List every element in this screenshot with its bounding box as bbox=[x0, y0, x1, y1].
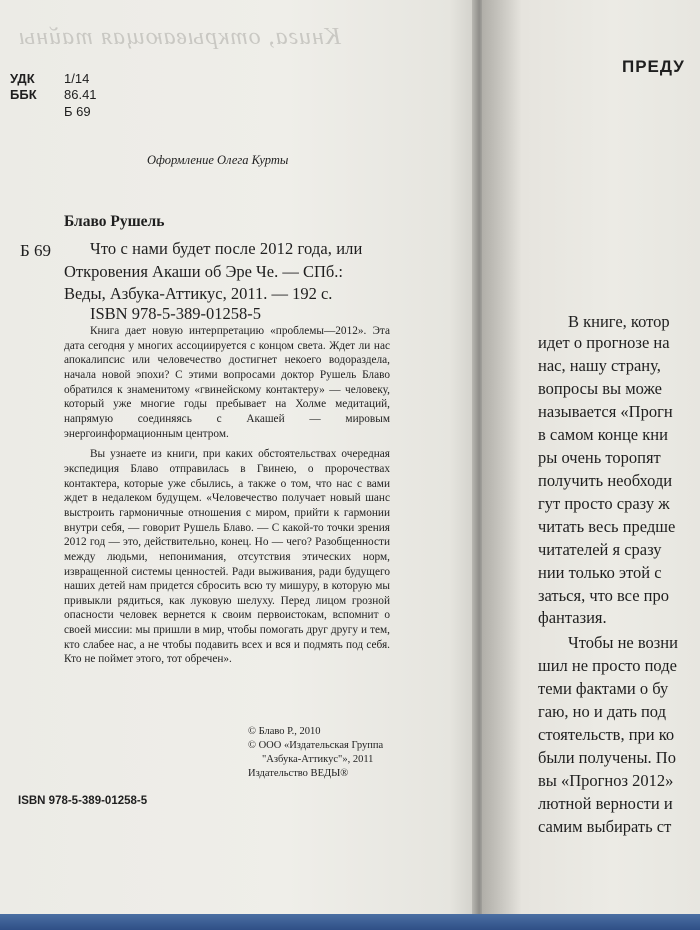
author-name: Блаво Рушель bbox=[64, 213, 165, 230]
abstract-paragraph-2: Вы узнаете из книги, при каких обстоятельствах очередная экспедиция Блаво отправилась в Гвинею, о пророчествах контактера, которые уже сбылись, а также о том, что нас с вами ждет в недалеком будущем. «Человечество получает новый шанс выстроить гармоничные отношения с миром, прийти к гармонии внутри себя, — говорит Рушель Блаво. — С какой-то точки зрения 2012 год — это, действительно, конец. Но — чего? Разобщенности между людьми, непонимания, отсутствия этических норм, извращенной системы ценностей. Ради выживания, ради будущего наших детей нам придется сбросить всю ту мишуру, в которую мы привыкли рядиться, как луковую шелуху. Перед лицом грозной опасности человек вернется к своим первоистокам, вспомнит о своей миссии: мы пришли в мир, чтобы помогать друг другу и тем, кто слабее нас, а не чтобы подавить всех и вся и подмять под себя. Кто не поймет этого, тот обречен». bbox=[64, 448, 390, 666]
right-line-4: вопросы вы може bbox=[538, 379, 662, 398]
right-line-20: были получены. По bbox=[538, 748, 676, 767]
udk-value: 1/14 bbox=[64, 71, 90, 86]
copyright-line-3: "Азбука-Аттикус"», 2011 bbox=[262, 754, 374, 765]
right-line-13: заться, что все про bbox=[538, 586, 669, 605]
right-line-14: фантазия. bbox=[538, 608, 607, 627]
copyright-line-2: © ООО «Издательская Группа bbox=[248, 740, 384, 751]
blue-cover-board bbox=[0, 914, 700, 930]
bleed-through-text: Книга, открывающая тайны bbox=[18, 24, 341, 50]
right-line-19: стоятельств, при ко bbox=[538, 725, 675, 744]
right-line-6: в самом конце кни bbox=[538, 425, 668, 444]
abstract-paragraph-1: Книга дает новую интерпретацию «проблемы—2012». Эта дата сегодня у многих ассоциируется с концом света. Ждет ли нас апокалипсис или человечество достигнет некоего водораздела, начала новой эпохи? С этими вопросами доктор Рушель Блаво обратился к знаменитому «гвинейскому контактеру» — человеку, который уже многие годы пребывает на Холме медитаций, напрямую соединяясь с Акашей — мировым энергоинформационным центром. bbox=[64, 325, 390, 440]
right-line-22: лютной верности и bbox=[538, 794, 673, 813]
right-line-12: нии только этой с bbox=[538, 563, 662, 582]
copyright-line-4: Издательство ВЕДЫ® bbox=[248, 768, 349, 779]
right-line-3: нас, нашу страну, bbox=[538, 356, 661, 375]
right-page bbox=[482, 0, 700, 915]
abstract bbox=[64, 324, 390, 667]
bbk-value: 86.41 bbox=[64, 87, 97, 102]
isbn-main: ISBN 978-5-389-01258-5 bbox=[90, 304, 261, 323]
title-line-2: Откровения Акаши об Эре Че. — СПб.: bbox=[64, 262, 344, 281]
right-line-23: самим выбирать ст bbox=[538, 817, 672, 836]
right-line-10: читать весь предше bbox=[538, 517, 676, 536]
right-line-9: гут просто сразу ж bbox=[538, 494, 670, 513]
udk-label: УДК bbox=[10, 71, 35, 86]
right-line-11: читателей я сразу bbox=[538, 540, 662, 559]
right-line-7: ры очень торопят bbox=[538, 448, 661, 467]
right-line-17: теми фактами о бу bbox=[538, 679, 669, 698]
right-line-2: идет о прогнозе на bbox=[538, 333, 670, 352]
right-line-5: называется «Прогн bbox=[538, 402, 673, 421]
copyright-line-1: © Блаво Р., 2010 bbox=[248, 726, 321, 737]
right-line-16: шил не просто поде bbox=[538, 656, 677, 675]
title-line-3: Веды, Азбука-Аттикус, 2011. — 192 с. bbox=[64, 284, 333, 303]
title-line-1: Что с нами будет после 2012 года, или bbox=[90, 239, 363, 258]
right-line-8: получить необходи bbox=[538, 471, 673, 490]
bbk-label: ББК bbox=[10, 87, 37, 102]
section-heading: ПРЕДУ bbox=[622, 57, 685, 76]
author-sign-code: Б 69 bbox=[64, 104, 91, 119]
page-fold-shadow bbox=[482, 0, 522, 915]
right-line-21: вы «Прогноз 2012» bbox=[538, 771, 674, 790]
right-line-18: гаю, но и дать под bbox=[538, 702, 666, 721]
isbn-bottom: ISBN 978-5-389-01258-5 bbox=[18, 795, 148, 807]
index-code: Б 69 bbox=[20, 241, 52, 260]
right-line-15: Чтобы не возни bbox=[568, 633, 678, 652]
right-line-1: В книге, котор bbox=[568, 312, 670, 331]
designer-credit: Оформление Олега Курты bbox=[147, 153, 289, 167]
